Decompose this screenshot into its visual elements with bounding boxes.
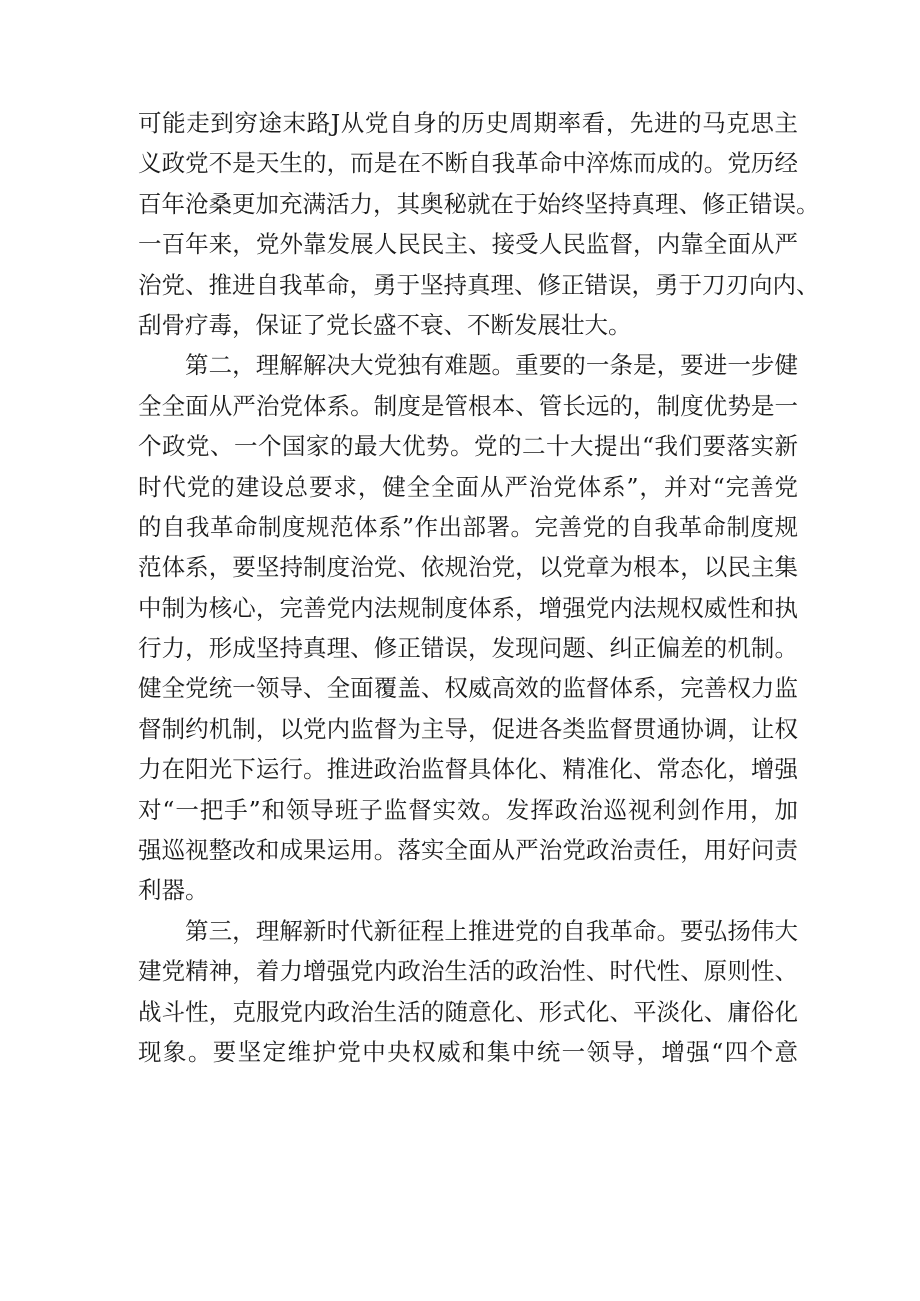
text-line: 刮骨疗毒，保证了党长盛不衰、不断发展壮大。 [138, 310, 632, 339]
text-line: 督制约机制，以党内监督为主导，促进各类监督贯通协调，让权 [138, 714, 798, 743]
text-line: 利器。 [138, 876, 209, 905]
text-line: 战斗性，克服党内政治生活的随意化、形式化、平淡化、庸俗化 [138, 997, 798, 1026]
text-line: 现象。要坚定维护党中央权威和集中统一领导，增强“四个意 [138, 1037, 798, 1066]
text-line: 对“一把手”和领导班子监督实效。发挥政治巡视利剑作用，加 [138, 795, 798, 824]
text-line: 百年沧桑更加充满活力，其奥秘就在于始终坚持真理、修正错误。 [138, 189, 820, 218]
paragraph-3 [138, 911, 798, 1073]
text-line: 义政党不是天生的，而是在不断自我革命中淬炼而成的。党历经 [138, 149, 798, 178]
text-line: 的自我革命制度规范体系”作出部署。完善党的自我革命制度规 [138, 512, 798, 541]
text-line: 健全党统一领导、全面覆盖、权威高效的监督体系，完善权力监 [138, 674, 798, 703]
text-line: 可能走到穷途末路J从党自身的历史周期率看，先进的马克思主 [138, 109, 798, 137]
text-line: 一百年来，党外靠发展人民民主、接受人民监督，内靠全面从严 [138, 230, 798, 259]
text-line: 第三，理解新时代新征程上推进党的自我革命。要弘扬伟大 [185, 916, 798, 945]
document-body [138, 103, 820, 1072]
text-line: 时代党的建设总要求，健全全面从严治党体系”，并对“完善党 [138, 472, 798, 501]
paragraph-1 [138, 103, 820, 345]
text-line: 治党、推进自我革命，勇于坚持真理、修正错误，勇于刀刃向内、 [138, 270, 820, 299]
text-line: 全全面从严治党体系。制度是管根本、管长远的，制度优势是一 [138, 391, 798, 420]
text-line: 个政党、一个国家的最大优势。党的二十大提出“我们要落实新 [138, 432, 798, 461]
paragraph-2 [138, 345, 798, 910]
text-line: 力在阳光下运行。推进政治监督具体化、精准化、常态化，增强 [138, 755, 798, 784]
text-line: 行力，形成坚持真理、修正错误，发现问题、纠正偏差的机制。 [138, 634, 798, 663]
text-line: 范体系，要坚持制度治党、依规治党，以党章为根本，以民主集 [138, 553, 798, 582]
text-line: 建党精神，着力增强党内政治生活的政治性、时代性、原则性、 [138, 957, 798, 986]
text-line: 第二，理解解决大党独有难题。重要的一条是，要进一步健 [185, 351, 798, 380]
text-line: 强巡视整改和成果运用。落实全面从严治党政治责任，用好问责 [138, 836, 798, 865]
text-line: 中制为核心，完善党内法规制度体系，增强党内法规权威性和执 [138, 593, 798, 622]
